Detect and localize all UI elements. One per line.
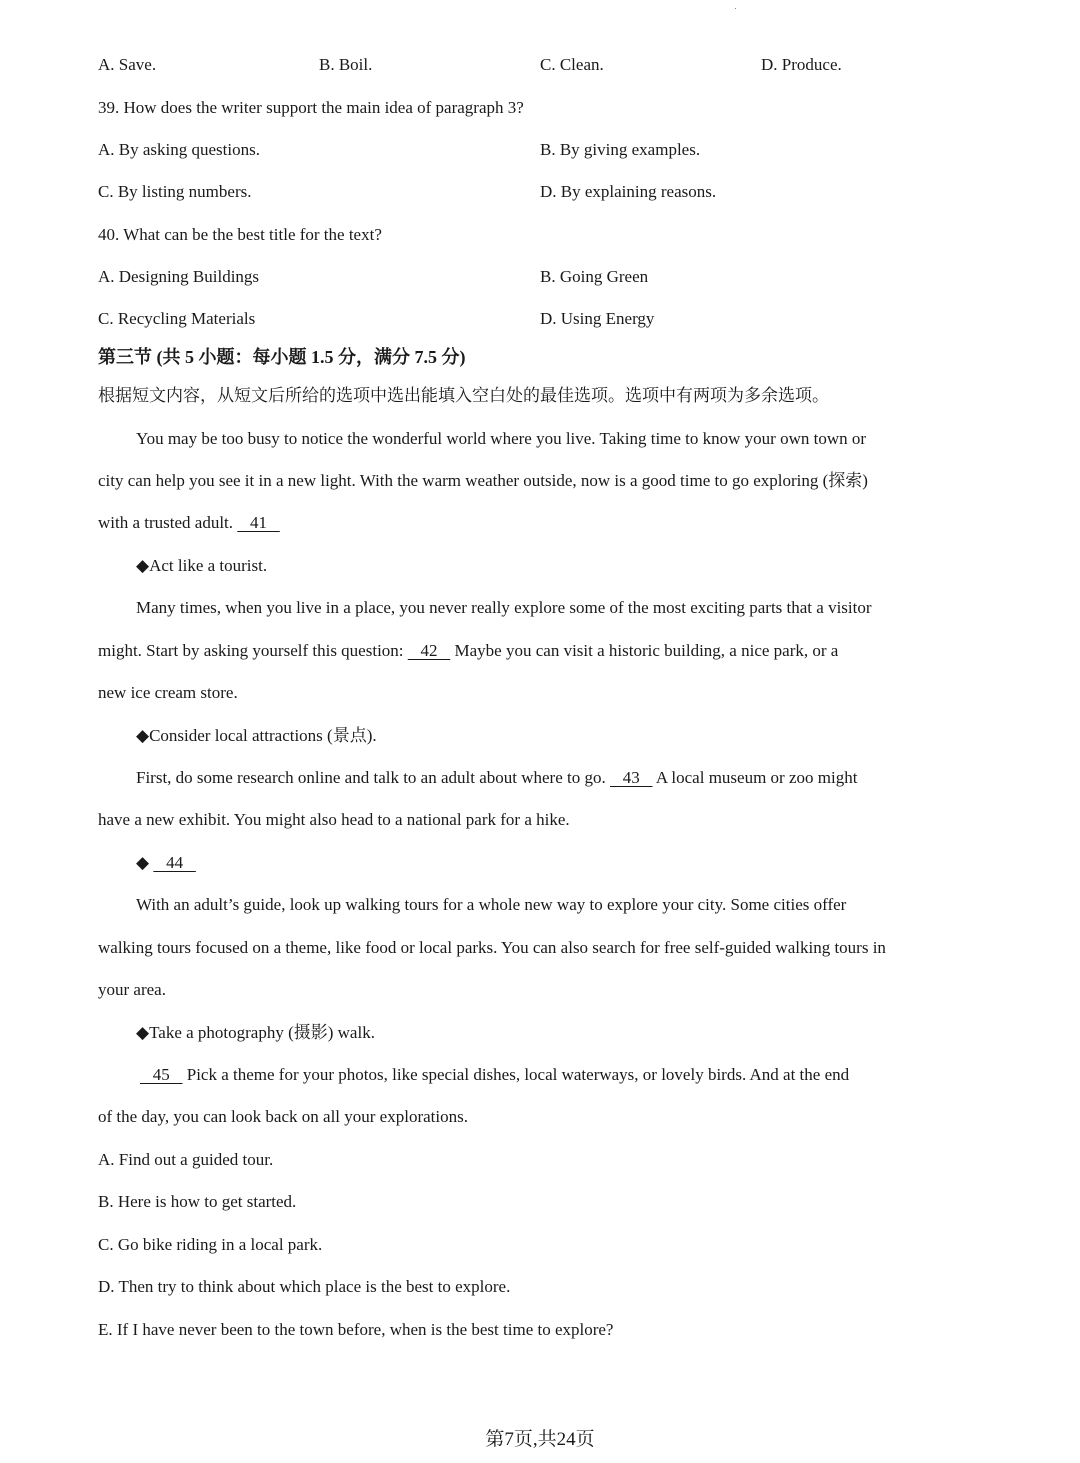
heading-act-like-tourist: ◆Act like a tourist. bbox=[136, 556, 268, 575]
passage-p5-line1-post: Pick a theme for your photos, like special dishes, local waterways, or lovely birds. And at the end bbox=[186, 1065, 850, 1084]
blank-42: 42 bbox=[407, 641, 451, 660]
section-title: 第三节 (共 5 小题：每小题 1.5 分，满分 7.5 分) bbox=[98, 347, 466, 367]
passage-p1-line2: city can help you see it in a new light. With the warm weather outside, now is a good time to go exploring (探索) bbox=[98, 471, 868, 490]
q38-option-c: C. Clean. bbox=[540, 55, 604, 74]
q40-option-d: D. Using Energy bbox=[540, 309, 655, 328]
q38-option-d: D. Produce. bbox=[761, 55, 842, 74]
passage-p4-line3: your area. bbox=[98, 980, 166, 999]
scan-speck bbox=[735, 8, 736, 9]
q40-option-a: A. Designing Buildings bbox=[98, 267, 260, 286]
passage-p3-line1-pre: First, do some research online and talk to an adult about where to go. bbox=[136, 768, 606, 787]
passage-p3-line1 bbox=[136, 767, 857, 789]
q40-option-c: C. Recycling Materials bbox=[98, 309, 256, 328]
choice-c: C. Go bike riding in a local park. bbox=[98, 1235, 323, 1254]
diamond-bullet-icon: ◆ bbox=[136, 853, 150, 872]
passage-p1-line3-text: with a trusted adult. bbox=[98, 513, 234, 532]
q39-option-c: C. By listing numbers. bbox=[98, 182, 252, 201]
passage-p1-line1: You may be too busy to notice the wonderful world where you live. Taking time to know your own town or bbox=[136, 429, 867, 448]
choice-e: E. If I have never been to the town before, when is the best time to explore? bbox=[98, 1320, 614, 1339]
passage-p4-line1: With an adult’s guide, look up walking tours for a whole new way to explore your city. Some cities offer bbox=[136, 895, 847, 914]
heading-local-attractions: ◆Consider local attractions (景点). bbox=[136, 726, 377, 745]
q38-option-a: A. Save. bbox=[98, 55, 157, 74]
q38-option-b: B. Boil. bbox=[319, 55, 373, 74]
passage-p3-line2: have a new exhibit. You might also head to a national park for a hike. bbox=[98, 810, 570, 829]
blank-45: 45 bbox=[140, 1065, 183, 1084]
passage-p2-line1: Many times, when you live in a place, you never really explore some of the most exciting parts that a visitor bbox=[136, 598, 872, 617]
q39-stem: 39. How does the writer support the main idea of paragraph 3? bbox=[98, 98, 524, 117]
blank-44: 44 bbox=[153, 853, 196, 872]
choice-d: D. Then try to think about which place is the best to explore. bbox=[98, 1277, 511, 1296]
page-number-footer: 第7页,共24页 bbox=[485, 1429, 595, 1450]
q39-option-a: A. By asking questions. bbox=[98, 140, 260, 159]
passage-p2-line2 bbox=[98, 640, 838, 662]
passage-p4-line2: walking tours focused on a theme, like food or local parks. You can also search for free self-guided walking tours in bbox=[98, 938, 886, 957]
passage-p2-line2-pre: might. Start by asking yourself this question: bbox=[98, 641, 404, 660]
blank-41: 41 bbox=[237, 513, 280, 532]
choice-a: A. Find out a guided tour. bbox=[98, 1150, 274, 1169]
q39-option-d: D. By explaining reasons. bbox=[540, 182, 717, 201]
passage-p3-line1-post: A local museum or zoo might bbox=[655, 768, 858, 787]
q40-option-b: B. Going Green bbox=[540, 267, 649, 286]
choice-b: B. Here is how to get started. bbox=[98, 1192, 297, 1211]
passage-p2-line2-post: Maybe you can visit a historic building, a nice park, or a bbox=[454, 641, 839, 660]
passage-p5-line2: of the day, you can look back on all your explorations. bbox=[98, 1107, 468, 1126]
passage-p2-line3: new ice cream store. bbox=[98, 683, 238, 702]
passage-p5-line1 bbox=[140, 1064, 849, 1086]
blank-43: 43 bbox=[610, 768, 653, 787]
q40-stem: 40. What can be the best title for the text? bbox=[98, 225, 382, 244]
heading-photography-walk: ◆Take a photography (摄影) walk. bbox=[136, 1023, 375, 1042]
section-instruction: 根据短文内容，从短文后所给的选项中选出能填入空白处的最佳选项。选项中有两项为多余选项。 bbox=[98, 386, 829, 405]
heading-blank-44 bbox=[136, 852, 196, 874]
passage-p1-line3 bbox=[98, 512, 280, 534]
q39-option-b: B. By giving examples. bbox=[540, 140, 701, 159]
